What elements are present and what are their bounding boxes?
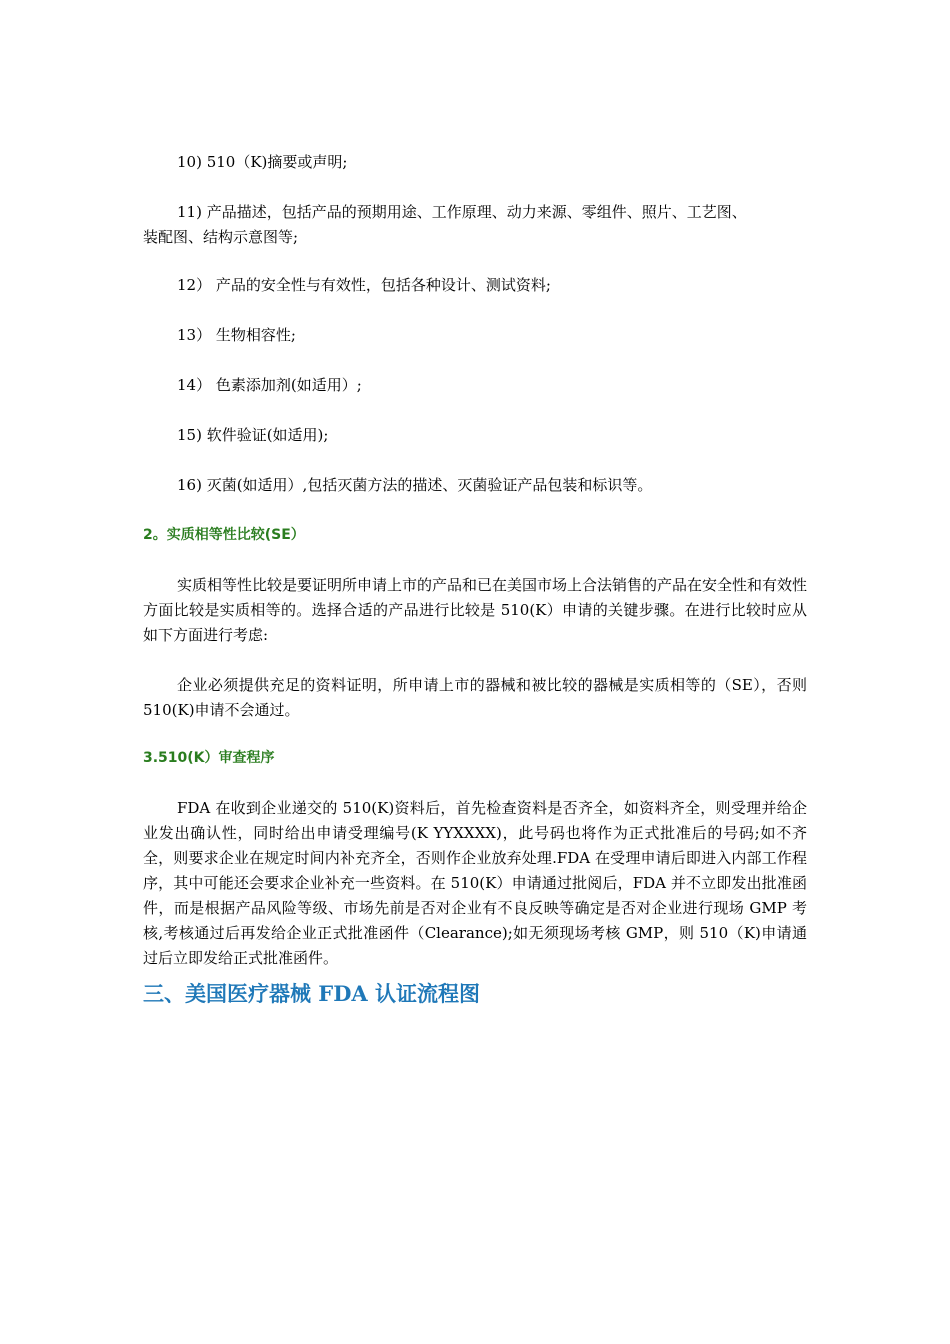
section-2-heading: 2。实质相等性比较(SE）: [143, 527, 305, 543]
list-item-14: 14） 色素添加剂(如适用）;: [177, 376, 362, 394]
list-item-16: 16) 灭菌(如适用）,包括灭菌方法的描述、灭菌验证产品包装和标识等。: [177, 476, 653, 494]
section-2-paragraph-1: 实质相等性比较是要证明所申请上市的产品和已在美国市场上合法销售的产品在安全性和有效性方面比较是实质相等的。选择合适的产品进行比较是 510(K）申请的关键步骤。在进行比较时应从如下方面进行考虑:: [143, 576, 808, 644]
section-3-paragraph: FDA 在收到企业递交的 510(K)资料后，首先检查资料是否齐全，如资料齐全，则受理并给企业发出确认性，同时给出申请受理编号(K YYXXXX)，此号码也将作为正式批准后的号码;如不齐全，则要求企业在规定时间内补充齐全，否则作企业放弃处理.FDA 在受理申请后即进入内部工作程序，其中可能还会要求企业补充一些资料。在 510(K）申请通过批阅后，FDA 并不立即发出批准函件，而是根据产品风险等级、市场先前是否对企业有不良反映等确定是否对企业进行现场 GMP 考核,考核通过后再发给企业正式批准函件（Clearance);如无须现场考核 GMP，则 510（K)申请通过后立即发给正式批准函件。: [143, 799, 807, 967]
list-item-13: 13） 生物相容性;: [177, 326, 296, 344]
section-three-heading: 三、美国医疗器械 FDA 认证流程图: [143, 981, 481, 1006]
list-item-10: 10) 510（K)摘要或声明;: [177, 153, 348, 171]
list-item-15: 15) 软件验证(如适用);: [177, 426, 329, 444]
list-item-11-line2: 装配图、结构示意图等;: [143, 228, 299, 246]
section-3-heading: 3.510(K）审查程序: [143, 750, 275, 766]
list-item-12: 12） 产品的安全性与有效性，包括各种设计、测试资料;: [177, 276, 551, 294]
section-2-paragraph-2: 企业必须提供充足的资料证明，所申请上市的器械和被比较的器械是实质相等的（SE），否则 510(K)申请不会通过。: [143, 676, 807, 719]
list-item-11-line1: 11) 产品描述，包括产品的预期用途、工作原理、动力来源、零组件、照片、工艺图、: [177, 203, 747, 221]
